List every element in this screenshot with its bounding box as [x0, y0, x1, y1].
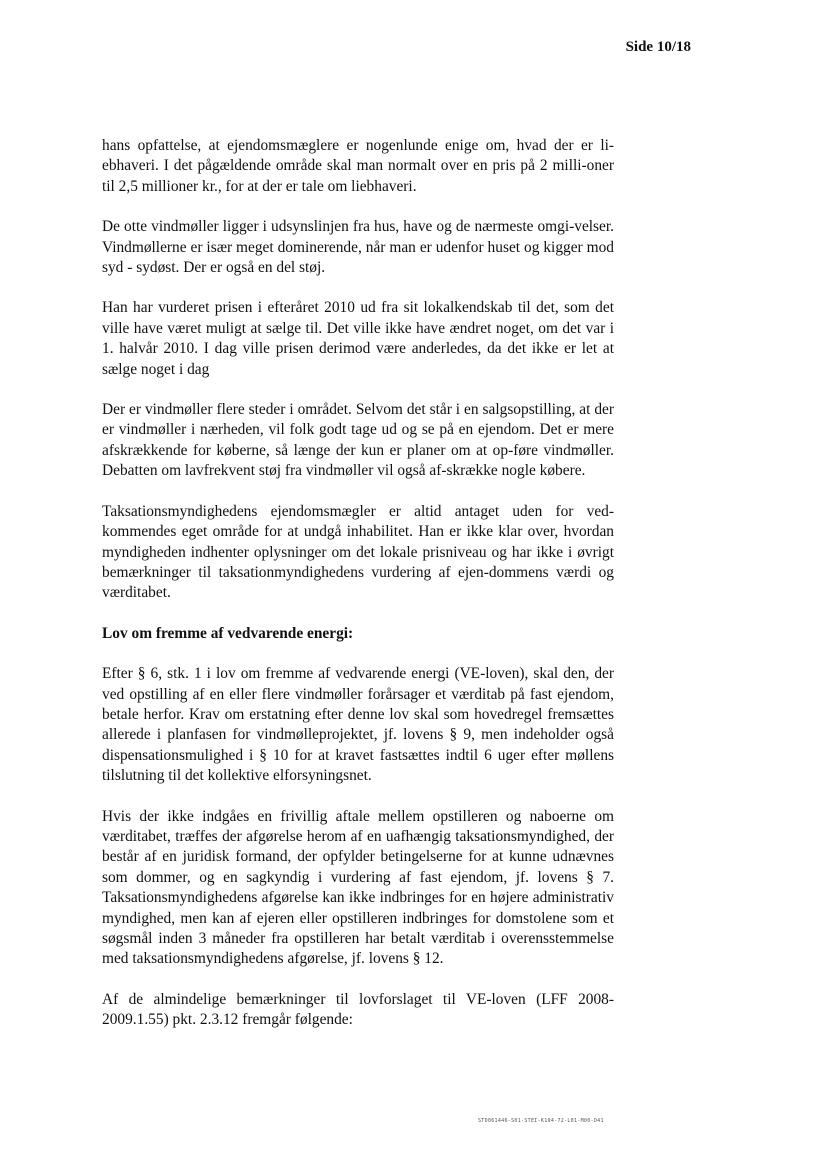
section-heading: Lov om fremme af vedvarende energi: [102, 624, 354, 642]
paragraph: Der er vindmøller flere steder i området. Selvom det står i en salgsopstilling, at der er vindmøller i nærheden, vil folk godt tage ud og se på en ejendom. Det er mere afskrækkende for køberne, så længe der kun er planer om at op-føre vindmøller. Debatten om lavfrekvent støj fra vindmøller vil også af-skrække nogle købere. [102, 401, 614, 480]
paragraph: Hvis der ikke indgåes en frivillig aftale mellem opstilleren og naboerne om værditabet, træffes der afgørelse herom af en uafhængig taksationsmyndighed, der består af en juridisk formand, der opfylder betingelserne for at kunne udnævnes som dommer, og en sagkyndig i vurdering af fast ejendom, jf. lovens § 7. Taksationsmyndighedens afgørelse kan ikke indbringes for en højere administrativ myndighed, men kan af ejeren eller opstilleren indbringes for domstolene som et søgsmål inden 3 måneder fra opstilleren har betalt værditab i overensstemmelse med taksationsmyndighedens afgørelse, jf. lovens § 12. [102, 807, 614, 968]
paragraph: Efter § 6, stk. 1 i lov om fremme af vedvarende energi (VE-loven), skal den, der ved opstilling af en eller flere vindmøller forårsager et værditab på fast ejendom, betale herfor. Krav om erstatning efter denne lov skal som hovedregel fremsættes allerede i planfasen for vindmølleprojektet, jf. lovens § 9, men indeholder også dispensationsmulighed i § 10 for at kravet fastsættes indtil 6 uger efter møllens tilslutning til det kollektive elforsyningsnet. [102, 665, 614, 785]
paragraph: hans opfattelse, at ejendomsmæglere er nogenlunde enige om, hvad der er li-ebhaveri. I det pågældende område skal man normalt over en pris på 2 milli-oner til 2,5 millioner kr., for at der er tale om liebhaveri. [102, 137, 614, 195]
paragraph: Han har vurderet prisen i efteråret 2010 ud fra sit lokalkendskab til det, som det ville have været muligt at sælge til. Det ville ikke have ændret noget, om det var i 1. halvår 2010. I dag ville prisen derimod være anderledes, da det ikke er let at sælge noget i dag [102, 299, 614, 378]
paragraph: Af de almindelige bemærkninger til lovforslaget til VE-loven (LFF 2008-2009.1.55) pkt. 2.3.12 fremgår følgende: [102, 990, 614, 1029]
document-body [102, 136, 614, 1051]
document-code: STD061446-S01-STEI-K194-72-L01-M00-D41 [478, 1118, 604, 1124]
paragraph: De otte vindmøller ligger i udsynslinjen fra hus, have og de nærmeste omgi-velser. Vindmøllerne er især meget dominerende, når man er udenfor huset og kigger mod syd - sydøst. Der er også en del støj. [102, 218, 614, 277]
page-number: Side 10/18 [625, 39, 691, 55]
paragraph: Taksationsmyndighedens ejendomsmægler er altid antaget uden for ved-kommendes eget område for at undgå inhabilitet. Han er ikke klar over, hvordan myndigheden indhenter oplysninger om det lokale prisniveau og har ikke i øvrigt bemærkninger til taksationmyndighedens vurdering af ejen-dommens værdi og værditabet. [102, 502, 614, 602]
